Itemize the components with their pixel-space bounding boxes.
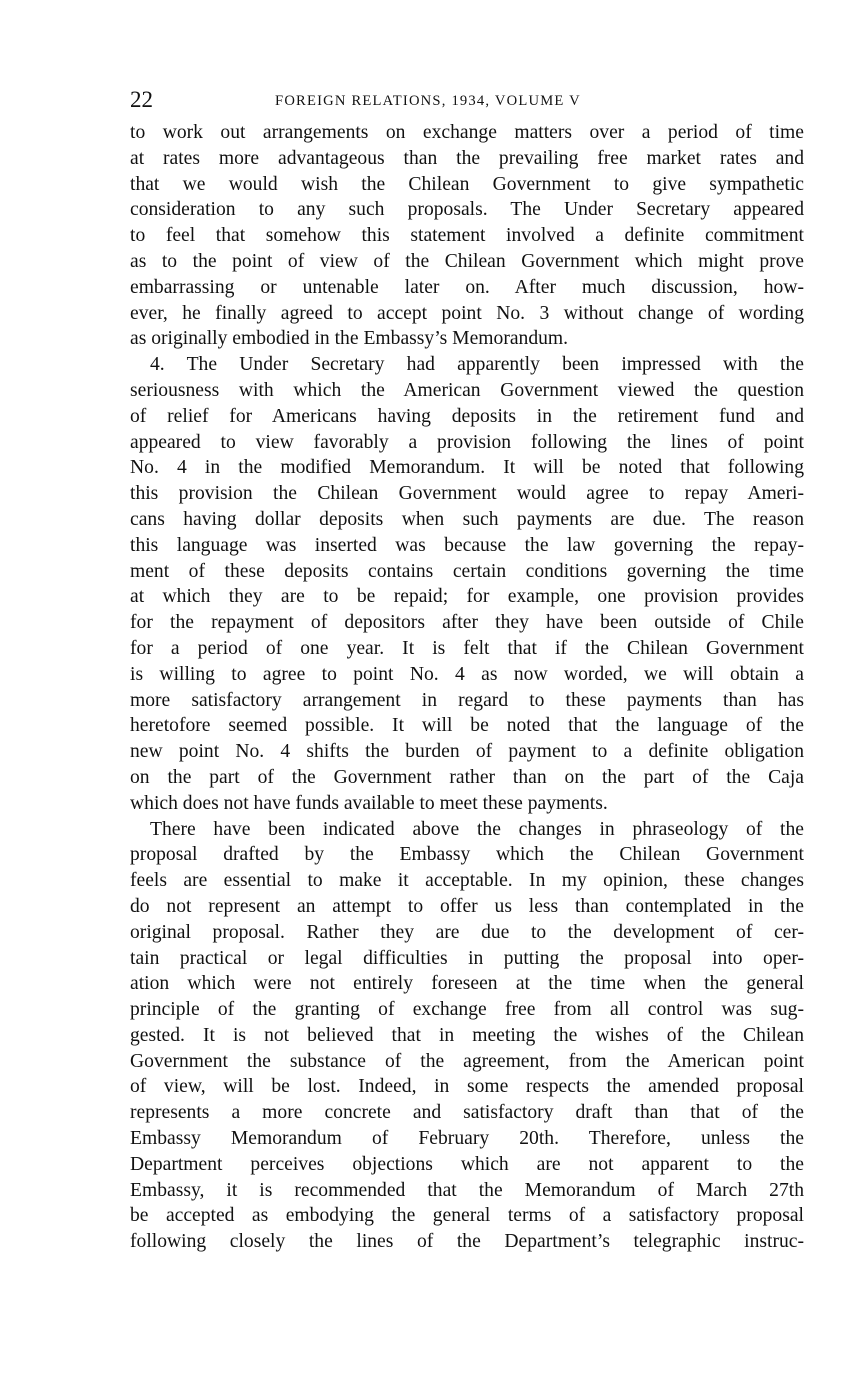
text-line: on the part of the Government rather than on the part of the Caja	[130, 766, 804, 788]
text-line: be accepted as embodying the general terms of a satisfactory proposal	[130, 1205, 804, 1227]
text-line: 4. The Under Secretary had apparently been impressed with the	[150, 354, 804, 376]
text-line: represents a more concrete and satisfactory draft than that of the	[130, 1102, 804, 1124]
text-line: new point No. 4 shifts the burden of payment to a definite obligation	[130, 741, 804, 763]
text-line: Department perceives objections which are not apparent to the	[130, 1153, 804, 1175]
text-line: Embassy, it is recommended that the Memorandum of March 27th	[130, 1179, 804, 1201]
text-line: ever, he finally agreed to accept point No. 3 without change of wording	[130, 302, 804, 324]
text-line: for the repayment of depositors after they have been outside of Chile	[130, 612, 804, 634]
text-line: at which they are to be repaid; for example, one provision provides	[130, 586, 804, 608]
text-line: is willing to agree to point No. 4 as now worded, we will obtain a	[130, 663, 804, 685]
text-line: There have been indicated above the changes in phraseology of the	[150, 818, 804, 840]
body-text	[130, 120, 804, 1255]
text-line: cans having dollar deposits when such payments are due. The reason	[130, 508, 804, 530]
text-line: to feel that somehow this statement involved a definite commitment	[130, 225, 804, 247]
text-line: as to the point of view of the Chilean Government which might prove	[130, 250, 804, 272]
text-line: ment of these deposits contains certain conditions governing the time	[130, 560, 804, 582]
text-line: heretofore seemed possible. It will be noted that the language of the	[130, 715, 804, 737]
text-line: No. 4 in the modified Memorandum. It will be noted that following	[130, 457, 804, 479]
text-line: to work out arrangements on exchange matters over a period of time	[130, 122, 804, 143]
text-line: that we would wish the Chilean Government to give sympathetic	[130, 173, 804, 195]
text-line: principle of the granting of exchange free from all control was sug-	[130, 999, 804, 1021]
text-line: this provision the Chilean Government would agree to repay Ameri-	[130, 483, 804, 505]
text-line: consideration to any such proposals. The Under Secretary appeared	[130, 199, 804, 221]
running-head: FOREIGN RELATIONS, 1934, VOLUME V	[275, 93, 581, 109]
paragraph-3	[130, 817, 804, 1256]
text-line: appeared to view favorably a provision following the lines of point	[130, 431, 804, 453]
text-line: for a period of one year. It is felt that if the Chilean Government	[130, 637, 804, 659]
text-line: of view, will be lost. Indeed, in some respects the amended proposal	[130, 1076, 804, 1098]
page-header	[130, 86, 804, 118]
text-line: this language was inserted was because the law governing the repay-	[130, 534, 804, 556]
paragraph-2	[130, 352, 804, 816]
paragraph-1	[130, 120, 804, 352]
text-line: at rates more advantageous than the prevailing free market rates and	[130, 147, 804, 169]
text-line: following closely the lines of the Department’s telegraphic instruc-	[130, 1231, 804, 1253]
text-line: of relief for Americans having deposits in the retirement fund and	[130, 405, 804, 427]
text-line: more satisfactory arrangement in regard to these payments than has	[130, 689, 804, 711]
text-line: proposal drafted by the Embassy which the Chilean Government	[130, 844, 804, 866]
text-line: Government the substance of the agreement, from the American point	[130, 1050, 804, 1072]
text-line: tain practical or legal difficulties in putting the proposal into oper-	[130, 947, 804, 969]
text-line: Embassy Memorandum of February 20th. Therefore, unless the	[130, 1128, 804, 1150]
text-line: ation which were not entirely foreseen at the time when the general	[130, 973, 804, 995]
text-line: embarrassing or untenable later on. After much discussion, how-	[130, 276, 804, 298]
text-line: as originally embodied in the Embassy’s Memorandum.	[130, 328, 569, 350]
text-line: do not represent an attempt to offer us less than contemplated in the	[130, 895, 804, 917]
text-line: gested. It is not believed that in meeting the wishes of the Chilean	[130, 1024, 804, 1046]
text-line: which does not have funds available to meet these payments.	[130, 792, 608, 814]
text-line: original proposal. Rather they are due to the development of cer-	[130, 921, 804, 943]
text-line: feels are essential to make it acceptable. In my opinion, these changes	[130, 870, 804, 892]
page-number: 22	[130, 87, 153, 112]
document-page	[130, 86, 804, 1255]
text-line: seriousness with which the American Government viewed the question	[130, 379, 804, 401]
